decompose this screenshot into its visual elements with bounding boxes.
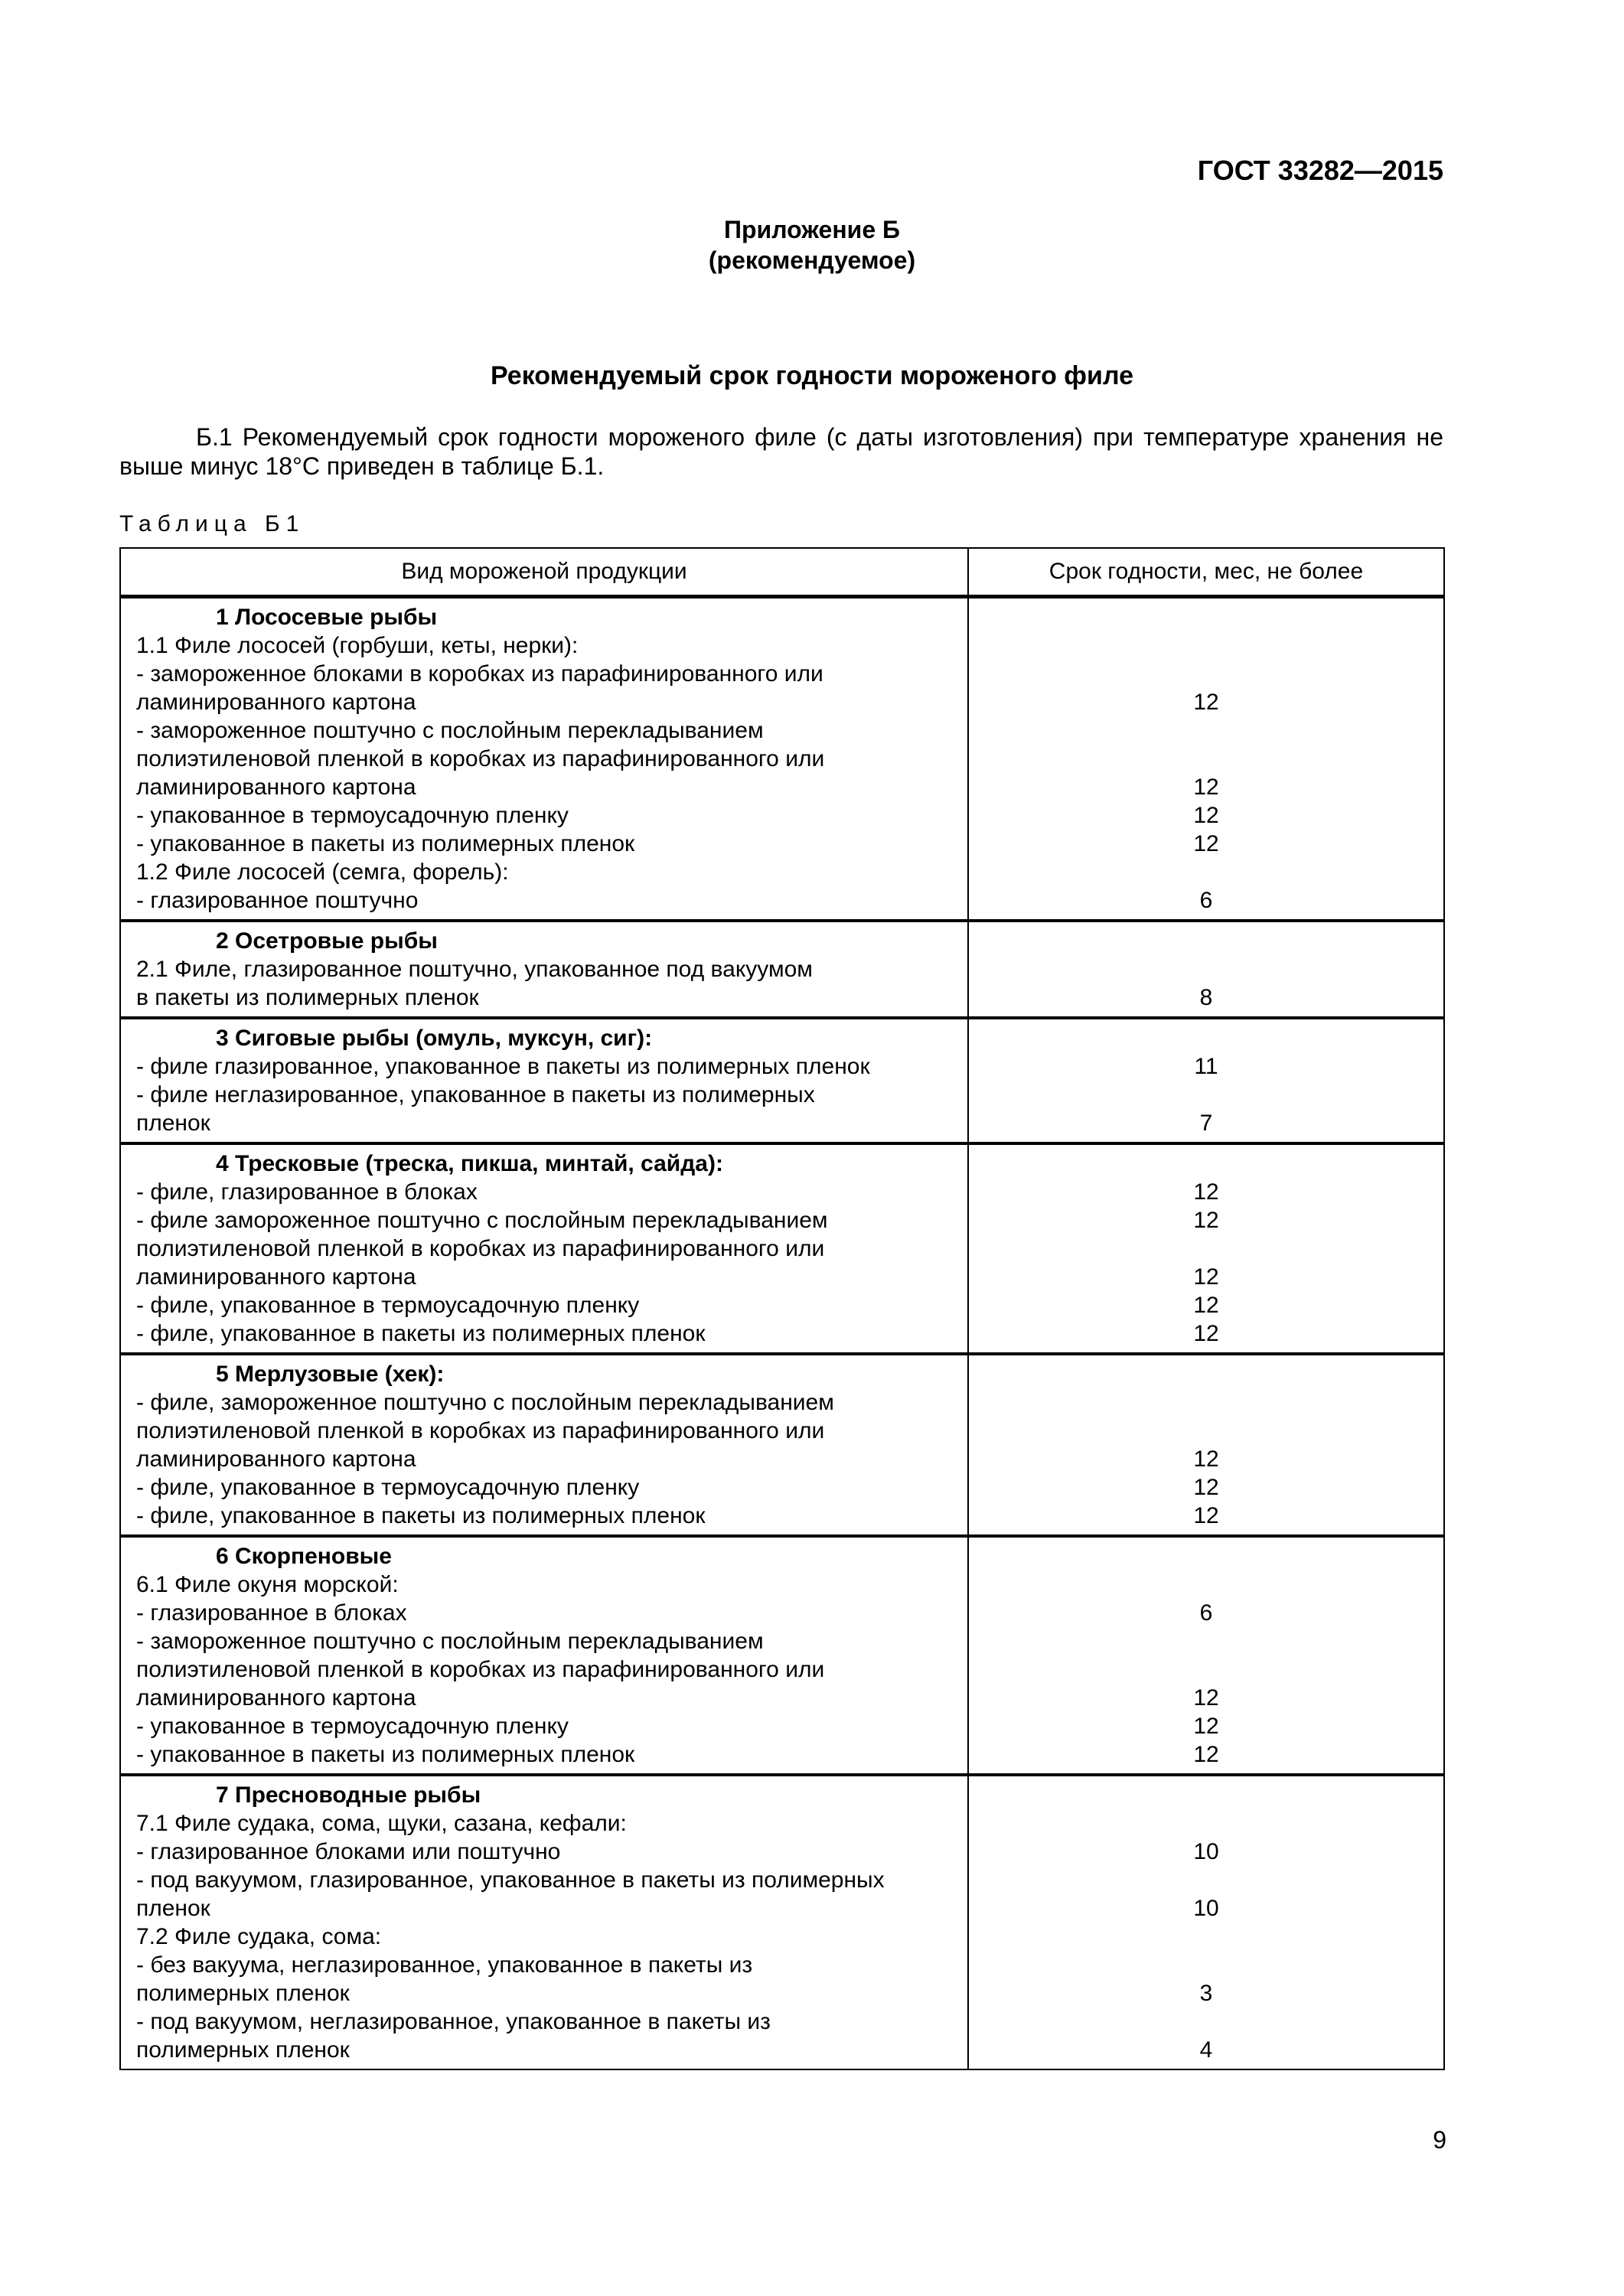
product-line: ламинированного картона [136,1446,416,1472]
group-heading: 6 Скорпеновые [216,1544,392,1569]
product-line: полиэтиленовой пленкой в коробках из парафинированного или [136,746,825,771]
group-heading: 5 Мерлузовые (хек): [216,1362,445,1387]
table-row [120,1775,1444,2069]
product-line: ламинированного картона [136,690,416,715]
table-caption: Таблица Б1 [119,511,305,536]
shelf-life-value: 12 [1193,1179,1219,1205]
shelf-life-value: 3 [1199,1981,1213,2006]
product-cell [120,597,968,921]
product-line: - глазированное в блоках [136,1600,407,1626]
shelf-life-value [969,1570,1443,1599]
product-line: - филе, упакованное в термоусадочную пленку [136,1293,640,1318]
appendix-heading [0,214,1624,276]
product-line: - упакованное в термоусадочную пленку [136,1714,569,1739]
shelf-life-value [969,631,1443,660]
product-cell [120,1354,968,1536]
table-row [120,1354,1444,1536]
product-line: - филе, упакованное в термоусадочную пленку [136,1475,640,1500]
shelf-life-value [969,660,1443,688]
product-cell [120,1536,968,1775]
shelf-life-value [969,1388,1443,1417]
product-line: - глазированное поштучно [136,888,419,913]
table-row [120,1143,1444,1354]
shelf-life-value: 12 [1193,1446,1219,1472]
shelf-life-value [969,1809,1443,1838]
shelf-life-spacer [969,1024,1443,1052]
shelf-life-value: 12 [1193,1475,1219,1500]
product-line: - филе неглазированное, упакованное в пакеты из полимерных [136,1082,815,1107]
product-line: - упакованное в пакеты из полимерных пленок [136,831,635,856]
shelf-life-spacer [969,927,1443,955]
shelf-life-cell [968,921,1444,1018]
shelf-life-spacer [969,1781,1443,1809]
shelf-life-value: 10 [1193,1839,1219,1864]
table-row [120,597,1444,921]
product-line: - филе глазированное, упакованное в пакеты из полимерных пленок [136,1054,870,1079]
shelf-life-value: 12 [1193,803,1219,828]
product-line: полимерных пленок [136,1981,350,2006]
product-line: пленок [136,1110,210,1136]
product-line: ламинированного картона [136,1685,416,1711]
shelf-life-value: 12 [1193,1208,1219,1233]
product-cell [120,921,968,1018]
shelf-life-value: 12 [1193,1503,1219,1528]
shelf-life-cell [968,1143,1444,1354]
shelf-life-value [969,716,1443,745]
shelf-life-value [969,1234,1443,1263]
table-header-row [120,548,1444,597]
shelf-life-cell [968,597,1444,921]
shelf-life-value: 10 [1193,1896,1219,1921]
product-line: - без вакуума, неглазированное, упакованное в пакеты из [136,1952,753,1978]
group-heading: 1 Лососевые рыбы [216,605,438,630]
shelf-life-value: 12 [1193,1321,1219,1346]
product-line: полиэтиленовой пленкой в коробках из парафинированного или [136,1657,825,1682]
product-line: - филе, замороженное поштучно с послойным перекладыванием [136,1390,834,1415]
product-line: - замороженное поштучно с послойным перекладыванием [136,1629,764,1654]
shelf-life-value [969,1627,1443,1655]
shelf-life-value: 12 [1193,1685,1219,1711]
product-line: полимерных пленок [136,2037,350,2063]
group-heading: 2 Осетровые рыбы [216,928,438,954]
shelf-life-spacer [969,603,1443,631]
shelf-life-table [119,547,1445,2070]
header-shelf-life: Срок годности, мес, не более [968,548,1444,597]
page-number: 9 [1433,2126,1446,2154]
section-title: Рекомендуемый срок годности мороженого филе [490,361,1134,390]
shelf-life-value [969,745,1443,773]
product-line: - упакованное в термоусадочную пленку [136,803,569,828]
shelf-life-cell [968,1775,1444,2069]
shelf-life-value [969,1923,1443,1951]
table-row [120,1018,1444,1143]
shelf-life-value [969,1866,1443,1894]
product-line: - под вакуумом, глазированное, упакованное в пакеты из полимерных [136,1867,885,1893]
product-line: в пакеты из полимерных пленок [136,985,479,1010]
product-line: - филе, глазированное в блоках [136,1179,478,1205]
product-line: - филе, упакованное в пакеты из полимерных пленок [136,1503,706,1528]
shelf-life-value [969,1951,1443,1979]
shelf-life-value: 12 [1193,831,1219,856]
product-line: 7.2 Филе судака, сома: [136,1924,382,1949]
shelf-life-value [969,858,1443,886]
shelf-life-value: 6 [1199,1600,1213,1626]
product-line: - замороженное поштучно с послойным перекладыванием [136,718,764,743]
product-line: ламинированного картона [136,1264,416,1290]
table-row [120,921,1444,1018]
shelf-life-value: 12 [1193,1714,1219,1739]
product-line: 1.1 Филе лососей (горбуши, кеты, нерки): [136,633,579,658]
product-line: - замороженное блоками в коробках из парафинированного или [136,661,823,687]
shelf-life-spacer [969,1360,1443,1388]
appendix-label: Приложение Б [724,216,900,243]
product-line: 6.1 Филе окуня морской: [136,1572,399,1597]
product-line: 1.2 Филе лососей (семга, форель): [136,859,509,885]
shelf-life-value: 11 [1194,1054,1218,1079]
product-line: пленок [136,1896,210,1921]
group-heading: 4 Тресковые (треска, пикша, минтай, сайда): [216,1151,723,1176]
shelf-life-cell [968,1536,1444,1775]
table-row [120,1536,1444,1775]
product-line: - филе замороженное поштучно с послойным перекладыванием [136,1208,828,1233]
shelf-life-value: 12 [1193,775,1219,800]
product-line: - филе, упакованное в пакеты из полимерных пленок [136,1321,706,1346]
product-line: ламинированного картона [136,775,416,800]
product-line: 7.1 Филе судака, сома, щуки, сазана, кефали: [136,1811,627,1836]
shelf-life-value: 8 [1199,985,1213,1010]
product-line: - глазированное блоками или поштучно [136,1839,561,1864]
shelf-life-value: 6 [1199,888,1213,913]
shelf-life-value: 7 [1199,1110,1213,1136]
shelf-life-value [969,1417,1443,1445]
shelf-life-value [969,955,1443,983]
product-cell [120,1143,968,1354]
shelf-life-value: 12 [1193,690,1219,715]
shelf-life-value [969,1081,1443,1109]
product-line: полиэтиленовой пленкой в коробках из парафинированного или [136,1418,825,1443]
document-standard-number: ГОСТ 33282—2015 [1197,155,1443,186]
product-line: полиэтиленовой пленкой в коробках из парафинированного или [136,1236,825,1261]
appendix-status: (рекомендуемое) [708,246,916,274]
product-line: 2.1 Филе, глазированное поштучно, упакованное под вакуумом [136,957,813,982]
shelf-life-value: 4 [1199,2037,1213,2063]
shelf-life-spacer [969,1150,1443,1178]
shelf-life-cell [968,1018,1444,1143]
shelf-life-spacer [969,1542,1443,1570]
product-cell [120,1775,968,2069]
table-body [120,597,1444,2070]
product-line: - под вакуумом, неглазированное, упакованное в пакеты из [136,2009,771,2034]
group-heading: 7 Пресноводные рыбы [216,1782,481,1808]
header-product-type: Вид мороженой продукции [120,548,968,597]
shelf-life-cell [968,1354,1444,1536]
paragraph-text: Б.1 Рекомендуемый срок годности мороженого филе (с даты изготовления) при температуре хранения не выше минус 18°С приведен в таблице Б.1. [119,423,1443,480]
shelf-life-value: 12 [1193,1293,1219,1318]
shelf-life-value: 12 [1193,1742,1219,1767]
intro-paragraph [119,422,1443,481]
shelf-life-value [969,1655,1443,1684]
group-heading: 3 Сиговые рыбы (омуль, муксун, сиг): [216,1026,653,1051]
shelf-life-value: 12 [1193,1264,1219,1290]
product-line: - упакованное в пакеты из полимерных пленок [136,1742,635,1767]
shelf-life-value [969,2007,1443,2036]
product-cell [120,1018,968,1143]
